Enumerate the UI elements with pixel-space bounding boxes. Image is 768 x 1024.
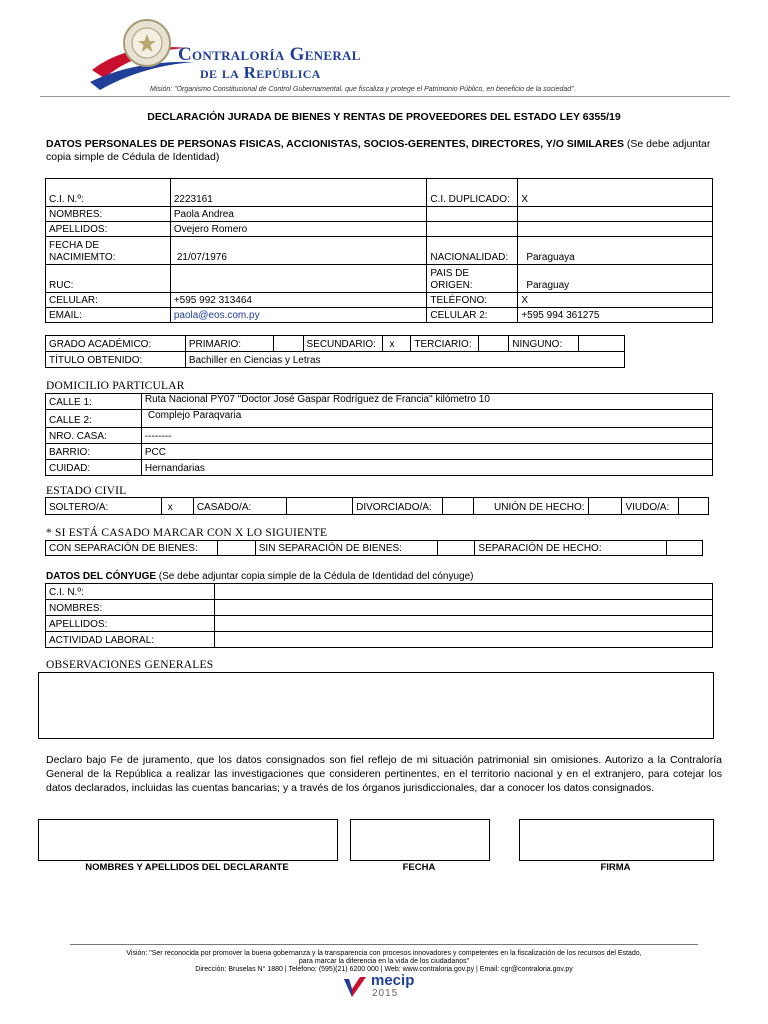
celular-field[interactable]: +595 992 313464 [170,293,427,308]
nro-casa-field[interactable]: -------- [141,428,712,444]
domicilio-table [45,393,713,476]
empty-cell [427,207,518,222]
viudo-label: VIUDO/A: [622,498,679,515]
pais-label-line1: PAIS DE [430,268,470,279]
soltero-field[interactable]: x [161,498,193,515]
separacion-hecho-label: SEPARACIÓN DE HECHO: [475,541,667,556]
pais-origen-value: Paraguay [526,280,570,291]
fecha-field[interactable] [350,819,490,861]
conyuge-nombres-field[interactable] [214,600,712,616]
footer-divider [70,944,698,945]
grado-academico-label: GRADO ACADÉMICO: [46,336,186,352]
conyuge-table [45,583,713,648]
national-seal-icon [122,18,172,68]
con-separacion-label: CON SEPARACIÓN DE BIENES: [46,541,218,556]
fecha-nacimiento-field[interactable] [170,237,427,265]
secundario-label: SECUNDARIO: [303,336,383,352]
footer-vision-line2: para marcar la diferencia en la vida de los ciudadanos" [298,958,470,965]
titulo-obtenido-label: TÍTULO OBTENIDO: [46,352,186,368]
calle2-value: Complejo Paraqvaria [147,410,242,421]
separacion-hecho-field[interactable] [667,541,703,556]
ninguno-field[interactable] [579,336,625,352]
email-field[interactable]: paola@eos.com.py [170,308,427,323]
terciario-field[interactable] [479,336,509,352]
telefono-field[interactable]: X [518,293,713,308]
nacionalidad-field[interactable] [518,237,713,265]
org-name-line2: de la República [200,63,321,82]
conyuge-heading-note: (Se debe adjuntar copia simple de la Cédula de Identidad del cónyuge) [158,571,474,582]
document-title: DECLARACIÓN JURADA DE BIENES Y RENTAS DE PROVEEDORES DEL ESTADO LEY 6355/19 [147,111,621,123]
declaracion-text: Declaro bajo Fe de juramento, que los datos consignados son fiel reflejo de mi situación patrimonial sin omisiones. Autorizo a la Contraloría General de la República a realizar las investigaciones que consideren pertinentes, en el territorio nacional y en el extranjero, para cotejar los datos declarados, incluidas las cuentas bancarias; y a través de los órganos jurisdiccionales, dar a conocer los datos consignados. [46,754,722,794]
footer-direccion: Dirección: Bruselas N° 1880 | Teléfono: (595)(21) 6200 000 | Web: www.contraloria.gov.py | Email: cgr@contraloria.gov.py [195,966,573,973]
observaciones-field[interactable] [38,672,714,739]
ci-duplicado-field[interactable]: X [518,179,713,207]
org-name-line1: Contraloría General [178,44,361,65]
terciario-label: TERCIARIO: [411,336,479,352]
observaciones-heading: OBSERVACIONES GENERALES [46,659,214,671]
firma-label: FIRMA [600,862,631,873]
calle1-label: CALLE 1: [46,394,142,410]
union-hecho-field[interactable] [588,498,622,515]
fecha-label-line1: FECHA DE [49,240,100,251]
fecha-nacimiento-value: 21/07/1976 [176,252,227,263]
telefono-label: TELÉFONO: [427,293,518,308]
conyuge-apellidos-field[interactable] [214,616,712,632]
union-hecho-label: UNIÓN DE HECHO: [474,498,589,515]
conyuge-apellidos-label: APELLIDOS: [46,616,215,632]
divorciado-label: DIVORCIADO/A: [353,498,443,515]
fecha-nacimiento-label [46,237,171,265]
personal-data-heading [46,138,726,164]
actividad-laboral-field[interactable] [214,632,712,648]
nacionalidad-label: NACIONALIDAD: [427,237,518,265]
empty-cell [518,207,713,222]
fecha-label-line2: NACIMIEMTO: [49,252,116,263]
pais-label-line2: ORIGEN: [430,280,473,291]
footer-vision-line1: Visión: "Ser reconocida por promover la buena gobernanza y la transparencia con procesos innovadores y competentes en la fiscalización de los recursos del Estado, [126,950,642,957]
soltero-label: SOLTERO/A: [46,498,162,515]
ciudad-field[interactable]: Hernandarias [141,460,712,476]
casado-field[interactable] [286,498,352,515]
conyuge-ci-field[interactable] [214,584,712,600]
personal-data-table [45,178,713,323]
barrio-field[interactable]: PCC [141,444,712,460]
ciudad-label: CUIDAD: [46,460,142,476]
divorciado-field[interactable] [443,498,474,515]
mecip-check-icon [342,975,368,999]
nombres-label: NOMBRES: [46,207,171,222]
domicilio-heading: DOMICILIO PARTICULAR [46,380,185,392]
apellidos-label: APELLIDOS: [46,222,171,237]
mecip-year: 2015 [372,988,399,999]
conyuge-ci-label: C.I. N.º: [46,584,215,600]
mission-text: Misión: "Organismo Constitucional de Control Gubernamental, que fiscaliza y protege el Patrimonio Público, en beneficio de la sociedad". [150,86,576,93]
nombres-declarante-field[interactable] [38,819,338,861]
estado-civil-heading: ESTADO CIVIL [46,485,127,497]
celular2-field[interactable]: +595 994 361275 [518,308,713,323]
sin-separacion-field[interactable] [437,541,475,556]
conyuge-heading-bold: DATOS DEL CÓNYUGE [46,571,157,582]
ruc-field[interactable] [170,265,427,293]
separacion-table [45,540,703,556]
actividad-laboral-label: ACTIVIDAD LABORAL: [46,632,215,648]
academic-table [45,335,625,368]
con-separacion-field[interactable] [217,541,255,556]
casado-heading: * SI ESTÁ CASADO MARCAR CON X LO SIGUIENTE [46,527,328,539]
ci-field[interactable]: 2223161 [170,179,427,207]
viudo-field[interactable] [679,498,709,515]
celular2-label: CELULAR 2: [427,308,518,323]
header-divider [40,96,730,97]
empty-cell [427,222,518,237]
barrio-label: BARRIO: [46,444,142,460]
apellidos-field[interactable]: Ovejero Romero [170,222,427,237]
primario-field[interactable] [273,336,303,352]
primario-label: PRIMARIO: [185,336,273,352]
empty-cell [518,222,713,237]
nombres-declarante-label: NOMBRES Y APELLIDOS DEL DECLARANTE [85,862,289,873]
ci-label: C.I. N.º: [46,179,171,207]
estado-civil-table [45,497,709,515]
ruc-label: RUC: [46,265,171,293]
personal-data-heading-note: (Se debe adjuntar copia simple de Cédula de Identidad) [46,138,711,163]
sin-separacion-label: SIN SEPARACIÓN DE BIENES: [255,541,437,556]
casado-label: CASADO/A: [193,498,286,515]
calle2-label: CALLE 2: [46,410,142,428]
fecha-label: FECHA [402,862,436,873]
celular-label: CELULAR: [46,293,171,308]
ninguno-label: NINGUNO: [509,336,579,352]
nro-casa-label: NRO. CASA: [46,428,142,444]
email-label: EMAIL: [46,308,171,323]
calle1-field[interactable]: Ruta Nacional PY07 "Doctor José Gaspar Rodríguez de Francia" kilómetro 10 [141,394,712,410]
pais-origen-field[interactable] [518,265,713,293]
nacionalidad-value: Paraguaya [526,252,575,263]
mecip-text: mecip [371,972,415,989]
conyuge-heading [46,571,473,582]
titulo-obtenido-field[interactable]: Bachiller en Ciencias y Letras [185,352,624,368]
pais-origen-label [427,265,518,293]
nombres-field[interactable]: Paola Andrea [170,207,427,222]
ci-duplicado-label: C.I. DUPLICADO: [427,179,518,207]
personal-data-heading-bold: DATOS PERSONALES DE PERSONAS FISICAS, ACCIONISTAS, SOCIOS-GERENTES, DIRECTORES, Y/O SIMILARES [46,138,624,150]
conyuge-nombres-label: NOMBRES: [46,600,215,616]
firma-field[interactable] [519,819,714,861]
calle2-field[interactable] [141,410,712,428]
secundario-field[interactable]: x [383,336,411,352]
